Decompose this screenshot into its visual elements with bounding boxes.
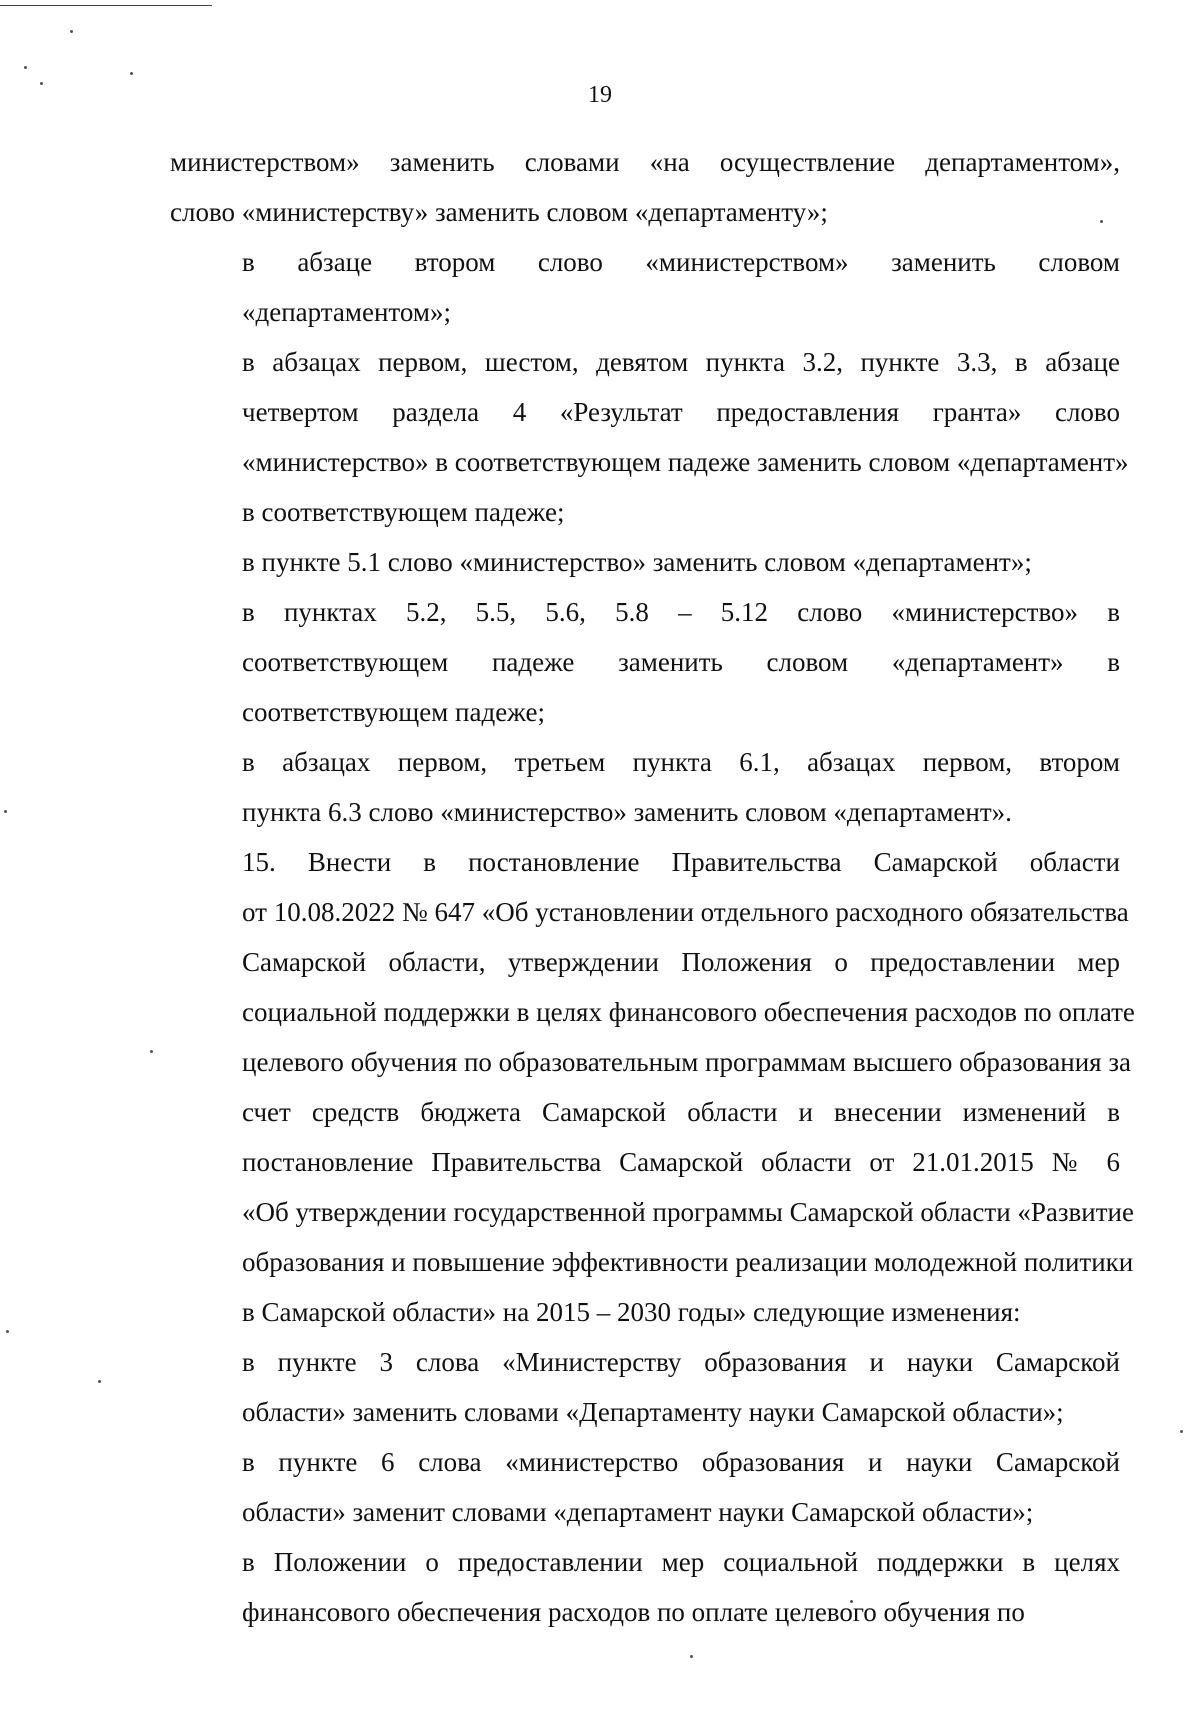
text-line: в соответствующем падеже; — [242, 497, 565, 527]
text-line: в пунктах 5.2, 5.5, 5.6, 5.8 – 5.12 слово «министерство» в — [242, 597, 1120, 627]
paragraph — [170, 137, 1120, 237]
text-line: соответствующем падеже заменить словом «департамент» в — [242, 647, 1120, 677]
text-line: области» заменит словами «департамент науки Самарской области»; — [242, 1497, 1034, 1527]
paragraph — [170, 237, 1120, 337]
text-line: области» заменить словами «Департаменту науки Самарской области»; — [242, 1397, 1064, 1427]
text-line: «министерство» в соответствующем падеже заменить словом «департамент» — [242, 447, 1129, 477]
text-line: пункта 6.3 слово «министерство» заменить словом «департамент». — [242, 797, 1012, 827]
document-body — [170, 137, 1135, 1637]
scan-speck — [690, 1655, 693, 1658]
paragraph — [170, 837, 1135, 1337]
scan-edge-line — [0, 5, 212, 6]
scan-speck — [70, 30, 73, 33]
text-line: целевого обучения по образовательным программам высшего образования за — [242, 1047, 1131, 1077]
scan-speck — [4, 810, 7, 813]
text-line: в пункте 5.1 слово «министерство» заменить словом «департамент»; — [242, 547, 1032, 577]
text-line: 15. Внести в постановление Правительства Самарской области — [242, 847, 1120, 877]
text-line: «Об утверждении государственной программы Самарской области «Развитие — [242, 1197, 1134, 1227]
text-line: в абзаце втором слово «министерством» заменить словом — [242, 247, 1120, 277]
text-line: постановление Правительства Самарской области от 21.01.2015 № 6 — [242, 1147, 1120, 1177]
paragraph — [170, 1437, 1120, 1537]
text-line: финансового обеспечения расходов по оплате целевого обучения по — [242, 1597, 1025, 1627]
text-line: в пункте 6 слова «министерство образования и науки Самарской — [242, 1447, 1120, 1477]
scan-speck — [24, 66, 27, 69]
text-line: образования и повышение эффективности реализации молодежной политики — [242, 1247, 1134, 1277]
text-line: в абзацах первом, шестом, девятом пункта 3.2, пункте 3.3, в абзаце — [242, 347, 1120, 377]
text-line: министерством» заменить словами «на осуществление департаментом», — [170, 147, 1120, 177]
paragraph — [170, 337, 1129, 537]
scan-speck — [98, 1380, 101, 1383]
scan-speck — [1180, 1430, 1183, 1433]
text-line: в Положении о предоставлении мер социальной поддержки в целях — [242, 1547, 1120, 1577]
text-line: четвертом раздела 4 «Результат предоставления гранта» слово — [242, 397, 1120, 427]
text-line: от 10.08.2022 № 647 «Об установлении отдельного расходного обязательства — [242, 897, 1129, 927]
paragraph — [170, 1537, 1120, 1637]
scan-speck — [130, 72, 133, 75]
text-line: в пункте 3 слова «Министерству образования и науки Самарской — [242, 1347, 1120, 1377]
text-line: социальной поддержки в целях финансового обеспечения расходов по оплате — [242, 997, 1135, 1027]
text-line: счет средств бюджета Самарской области и внесении изменений в — [242, 1097, 1120, 1127]
text-line: слово «министерству» заменить словом «департаменту»; — [170, 197, 828, 227]
scan-speck — [6, 1330, 9, 1333]
text-line: «департаментом»; — [242, 297, 451, 327]
text-line: в Самарской области» на 2015 – 2030 годы» следующие изменения: — [242, 1297, 1021, 1327]
text-line: в абзацах первом, третьем пункта 6.1, абзацах первом, втором — [242, 747, 1120, 777]
page-number: 19 — [588, 82, 612, 108]
text-line: соответствующем падеже; — [242, 697, 545, 727]
paragraph — [170, 587, 1120, 737]
scan-speck — [150, 1050, 153, 1053]
paragraph — [170, 537, 1120, 587]
paragraph — [170, 1337, 1120, 1437]
paragraph — [170, 737, 1120, 837]
text-line: Самарской области, утверждении Положения о предоставлении мер — [242, 947, 1120, 977]
